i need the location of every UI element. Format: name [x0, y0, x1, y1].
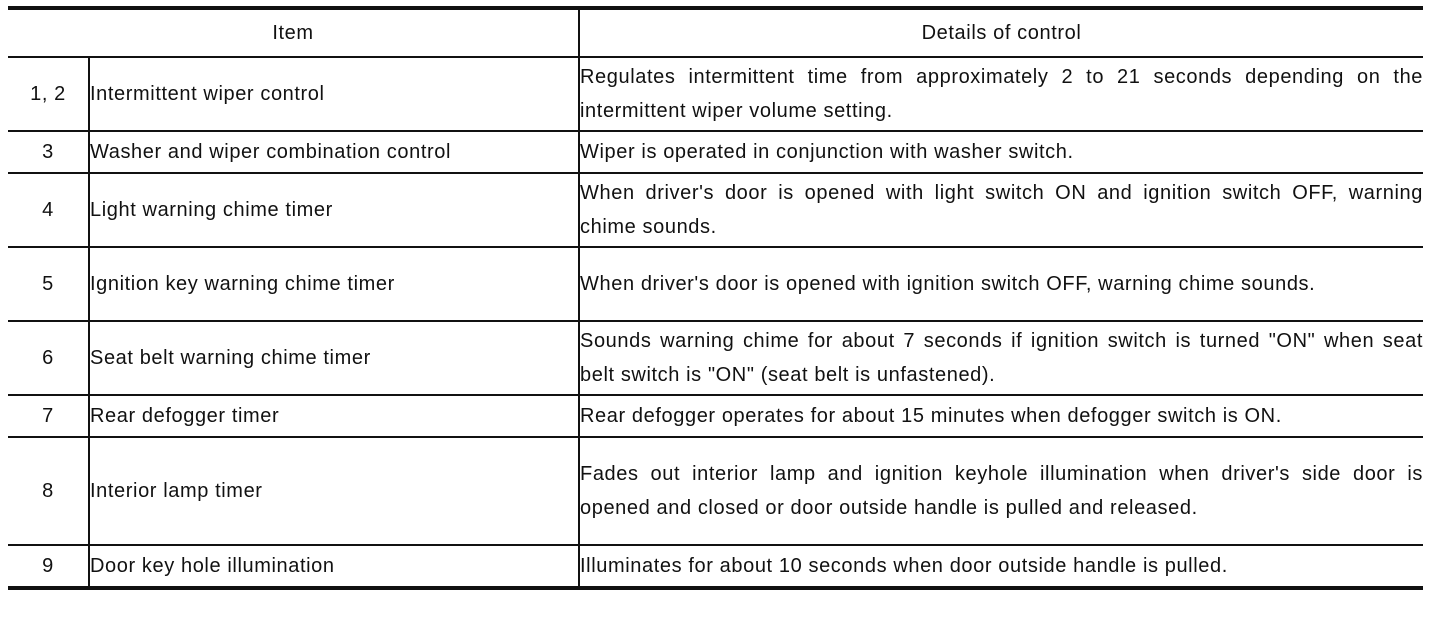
- table-row: [8, 395, 1423, 437]
- row-number: 6: [8, 321, 89, 395]
- table-row: [8, 545, 1423, 588]
- row-details: Regulates intermittent time from approximately 2 to 21 seconds depending on the intermittent wiper volume setting.: [579, 57, 1423, 131]
- row-number: 5: [8, 247, 89, 321]
- control-table-container: [8, 6, 1423, 590]
- control-details-table: [8, 6, 1423, 590]
- row-number: 4: [8, 173, 89, 247]
- row-item: Door key hole illumination: [89, 545, 579, 588]
- table-row: [8, 437, 1423, 545]
- row-details: Rear defogger operates for about 15 minutes when defogger switch is ON.: [579, 395, 1423, 437]
- column-header-details: Details of control: [579, 8, 1423, 57]
- row-details: Wiper is operated in conjunction with washer switch.: [579, 131, 1423, 173]
- row-item: Seat belt warning chime timer: [89, 321, 579, 395]
- row-details: Fades out interior lamp and ignition keyhole illumination when driver's side door is opened and closed or door outside handle is pulled and released.: [579, 437, 1423, 545]
- row-number: 8: [8, 437, 89, 545]
- row-number: 9: [8, 545, 89, 588]
- table-row: [8, 247, 1423, 321]
- column-header-item: Item: [8, 8, 579, 57]
- row-item: Interior lamp timer: [89, 437, 579, 545]
- row-item: Washer and wiper combination control: [89, 131, 579, 173]
- row-details: Sounds warning chime for about 7 seconds if ignition switch is turned "ON" when seat belt switch is "ON" (seat belt is unfastened).: [579, 321, 1423, 395]
- table-row: [8, 173, 1423, 247]
- row-details: Illuminates for about 10 seconds when door outside handle is pulled.: [580, 555, 1228, 577]
- row-item: Light warning chime timer: [89, 173, 579, 247]
- table-row: [8, 57, 1423, 131]
- row-number: 7: [8, 395, 89, 437]
- row-item: Ignition key warning chime timer: [89, 247, 579, 321]
- table-row: [8, 321, 1423, 395]
- row-number: 1, 2: [8, 57, 89, 131]
- row-details: When driver's door is opened with light switch ON and ignition switch OFF, warning chime sounds.: [579, 173, 1423, 247]
- row-item: Rear defogger timer: [89, 395, 579, 437]
- row-details: When driver's door is opened with ignition switch OFF, warning chime sounds.: [579, 247, 1423, 321]
- row-number: 3: [8, 131, 89, 173]
- table-row: [8, 131, 1423, 173]
- table-header-row: [8, 8, 1423, 57]
- row-item: Intermittent wiper control: [89, 57, 579, 131]
